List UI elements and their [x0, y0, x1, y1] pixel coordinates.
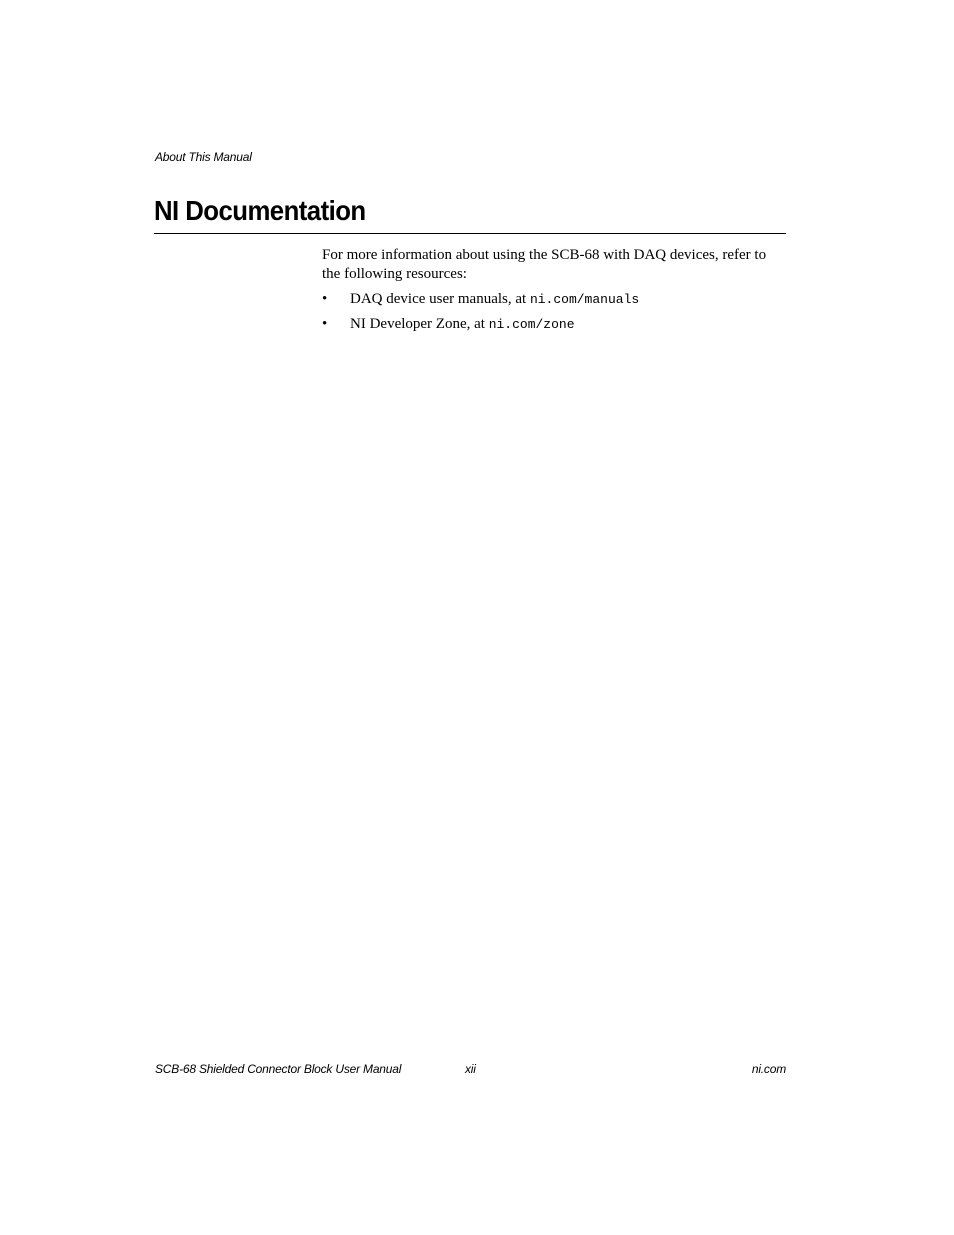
- footer-page-number: xii: [465, 1062, 476, 1076]
- list-item: [322, 290, 788, 309]
- list-item: [322, 315, 788, 334]
- list-item-text: NI Developer Zone, at: [350, 316, 489, 332]
- section-title: NI Documentation: [154, 195, 366, 226]
- running-header: About This Manual: [155, 150, 252, 164]
- intro-text: For more information about using the SCB-68 with DAQ devices, refer to the following resources:: [322, 247, 767, 282]
- intro-paragraph: [322, 246, 788, 284]
- manuals-link[interactable]: ni.com/manuals: [529, 292, 640, 307]
- resource-list: [322, 290, 788, 340]
- zone-link[interactable]: ni.com/zone: [488, 317, 575, 332]
- list-item-text: DAQ device user manuals, at: [350, 291, 530, 307]
- bullet-marker: •: [322, 316, 328, 332]
- title-rule: [154, 233, 786, 234]
- bullet-marker: •: [322, 291, 328, 307]
- footer-manual-title: SCB-68 Shielded Connector Block User Manual: [155, 1062, 402, 1076]
- footer-site: ni.com: [751, 1062, 786, 1076]
